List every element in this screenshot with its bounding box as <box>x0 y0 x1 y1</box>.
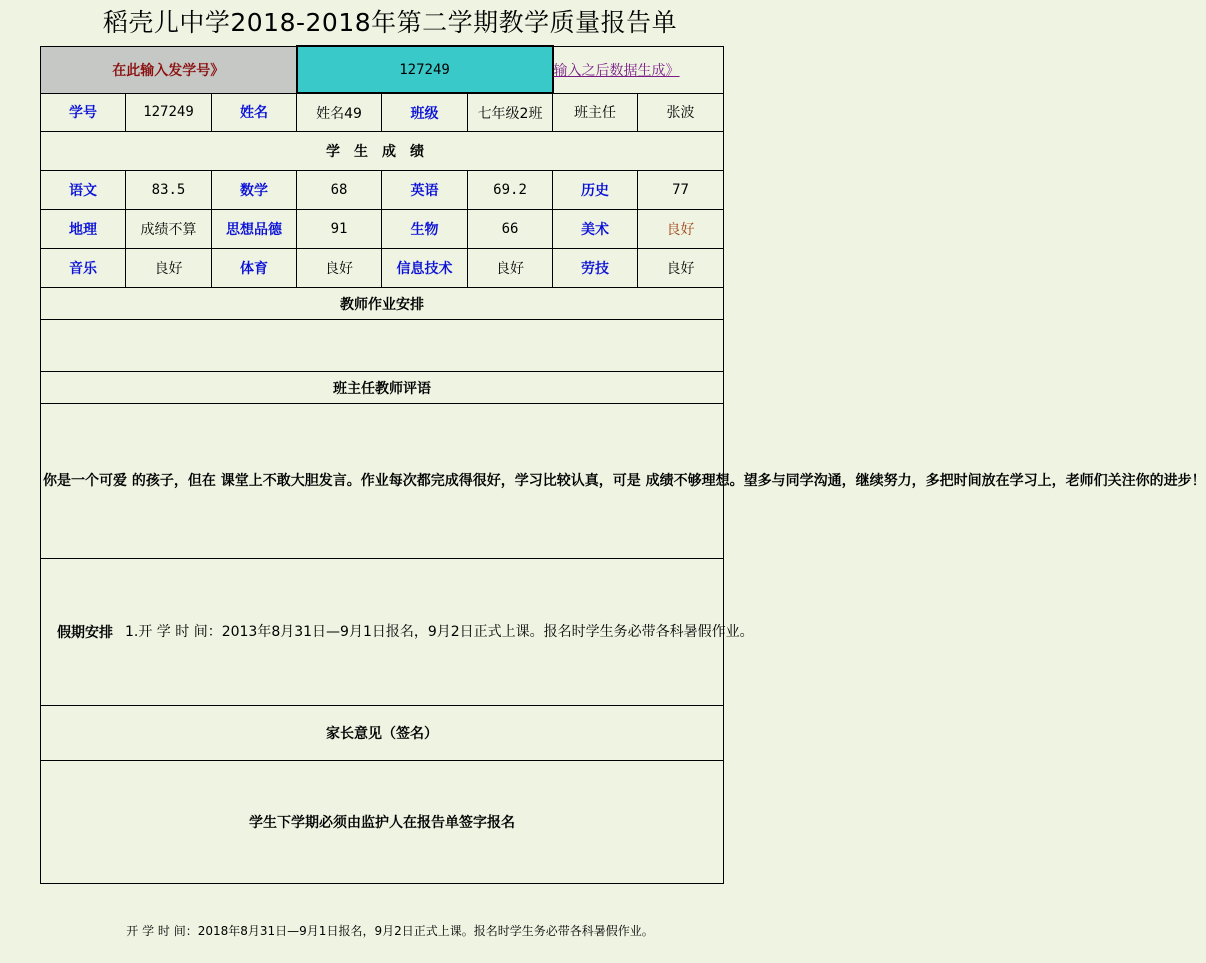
homework-section-title: 教师作业安排 <box>41 288 724 320</box>
holiday-label: 假期安排 <box>57 625 113 641</box>
generate-data-link[interactable] <box>553 46 724 93</box>
signature-row <box>41 761 724 884</box>
class-label: 班级 <box>382 93 468 132</box>
comment-section-title: 班主任教师评语 <box>41 372 724 404</box>
signature-note: 学生下学期必须由监护人在报告单签字报名 <box>41 761 724 884</box>
subject-label: 历史 <box>553 171 638 210</box>
subject-label: 音乐 <box>41 249 126 288</box>
subject-label: 英语 <box>382 171 468 210</box>
subject-label: 语文 <box>41 171 126 210</box>
homework-header-row <box>41 288 724 320</box>
report-title: 稻壳儿中学2018-2018年第二学期教学质量报告单 <box>102 8 678 37</box>
input-row <box>41 46 724 93</box>
subject-label: 思想品德 <box>212 210 297 249</box>
head-teacher-label: 班主任 <box>553 93 638 132</box>
subject-label: 信息技术 <box>382 249 468 288</box>
holiday-cell <box>41 559 754 706</box>
class-value: 七年级2班 <box>468 93 553 132</box>
subject-label: 体育 <box>212 249 297 288</box>
student-id-label: 学号 <box>41 93 126 132</box>
subject-score: 良好 <box>297 249 382 288</box>
subject-score: 69.2 <box>468 171 553 210</box>
teacher-comment-text: 你是一个可爱 的孩子，但在 课堂上不敢大胆发言。作业每次都完成得很好，学习比较认真，可是 成绩不够理想。望多与同学沟通，继续努力，多把时间放在学习上，老师们关注你的进步！ <box>43 473 1206 489</box>
homework-content <box>41 320 724 372</box>
comment-header-row <box>41 372 724 404</box>
holiday-row <box>41 559 724 706</box>
student-id-value: 127249 <box>126 93 212 132</box>
parent-opinion-row <box>41 706 724 761</box>
subject-score: 良好 <box>126 249 212 288</box>
parent-opinion-title: 家长意见（签名） <box>41 706 724 761</box>
subject-label: 美术 <box>553 210 638 249</box>
subject-label: 劳技 <box>553 249 638 288</box>
name-label: 姓名 <box>212 93 297 132</box>
grades-section-title: 学生成绩 <box>41 132 724 171</box>
subject-score: 77 <box>638 171 724 210</box>
subject-label: 数学 <box>212 171 297 210</box>
subject-label: 地理 <box>41 210 126 249</box>
homework-content-row <box>41 320 724 372</box>
grade-row <box>41 210 724 249</box>
holiday-text: 1.开 学 时 间：2013年8月31日—9月1日报名，9月2日正式上课。报名时学生务必带各科暑假作业。 <box>125 624 754 640</box>
grade-row <box>41 249 724 288</box>
grades-section-row <box>41 132 724 171</box>
subject-score: 良好 <box>468 249 553 288</box>
student-info-row <box>41 93 724 132</box>
comment-cell <box>41 404 1206 559</box>
comment-content-row <box>41 404 724 559</box>
subject-score: 91 <box>297 210 382 249</box>
subject-score: 良好 <box>638 210 724 249</box>
student-id-input[interactable]: 127249 <box>297 46 553 93</box>
subject-score: 成绩不算 <box>126 210 212 249</box>
generate-data-link-text[interactable]: 输入之后数据生成》 <box>553 62 680 79</box>
subject-score: 83.5 <box>126 171 212 210</box>
subject-score: 66 <box>468 210 553 249</box>
id-input-prompt: 在此输入发学号》 <box>41 46 297 93</box>
name-value: 姓名49 <box>297 93 382 132</box>
subject-label: 生物 <box>382 210 468 249</box>
subject-score: 68 <box>297 171 382 210</box>
footer-note: 开 学 时 间：2018年8月31日—9月1日报名，9月2日正式上课。报名时学生务必带各科暑假作业。 <box>126 924 654 938</box>
head-teacher-value: 张波 <box>638 93 724 132</box>
grade-row <box>41 171 724 210</box>
subject-score: 良好 <box>638 249 724 288</box>
report-table <box>40 45 1206 884</box>
